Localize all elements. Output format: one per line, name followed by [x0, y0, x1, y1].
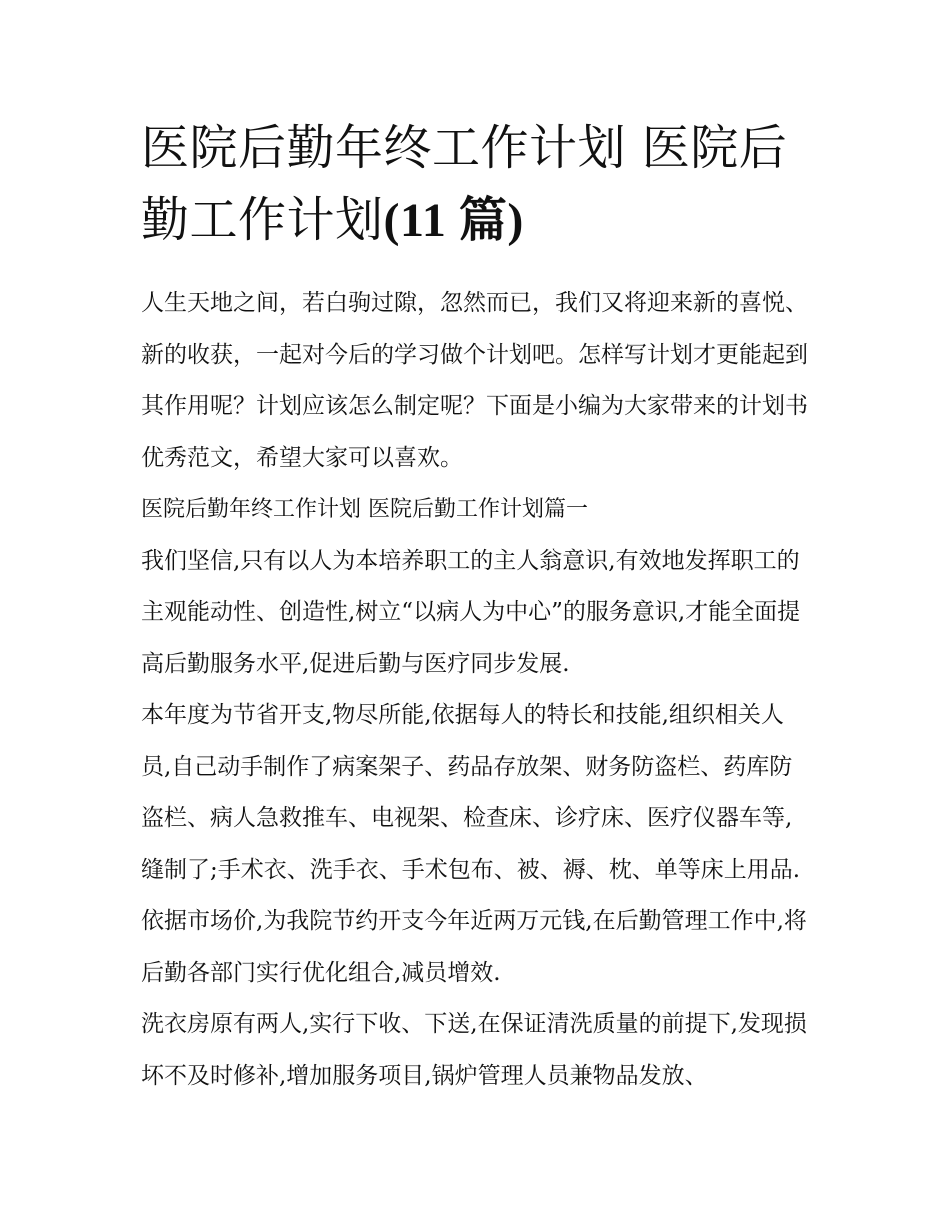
document-title: [141, 112, 821, 257]
body-paragraph: 洗衣房原有两人,实行下收、下送,在保证清洗质量的前提下,发现损坏不及时修补,增加服务项目,锅炉管理人员兼物品发放、: [141, 1011, 807, 1089]
title-main: 医院后勤年终工作计划 医院后勤工作计划: [141, 120, 788, 248]
body-paragraph: 我们坚信,只有以人为本培养职工的主人翁意识,有效地发挥职工的主观能动性、创造性,树立“以病人为中心”的服务意识,才能全面提高后勤服务水平,促进后勤与医疗同步发展.: [141, 547, 801, 677]
body-paragraph: 本年度为节省开支,物尽所能,依据每人的特长和技能,组织相关人员,自己动手制作了病案架子、药品存放架、财务防盗栏、药库防盗栏、病人急救推车、电视架、检查床、诊疗床、医疗仪器车等,缝制了;手术衣、洗手衣、手术包布、被、褥、枕、单等床上用品.依据市场价,为我院节约开支今年近两万元钱,在后勤管理工作中,将后勤各部门实行优化组合,减员增效.: [141, 702, 807, 986]
section-heading: 医院后勤年终工作计划 医院后勤工作计划篇一: [141, 497, 588, 522]
intro-paragraph: 人生天地之间，若白驹过隙，忽然而已，我们又将迎来新的喜悦、新的收获，一起对今后的学习做个计划吧。怎样写计划才更能起到其作用呢？计划应该怎么制定呢？下面是小编为大家带来的计划书优秀范文，希望大家可以喜欢。: [141, 290, 808, 471]
document-body: [141, 278, 813, 1102]
title-count: (11 篇): [383, 194, 524, 247]
